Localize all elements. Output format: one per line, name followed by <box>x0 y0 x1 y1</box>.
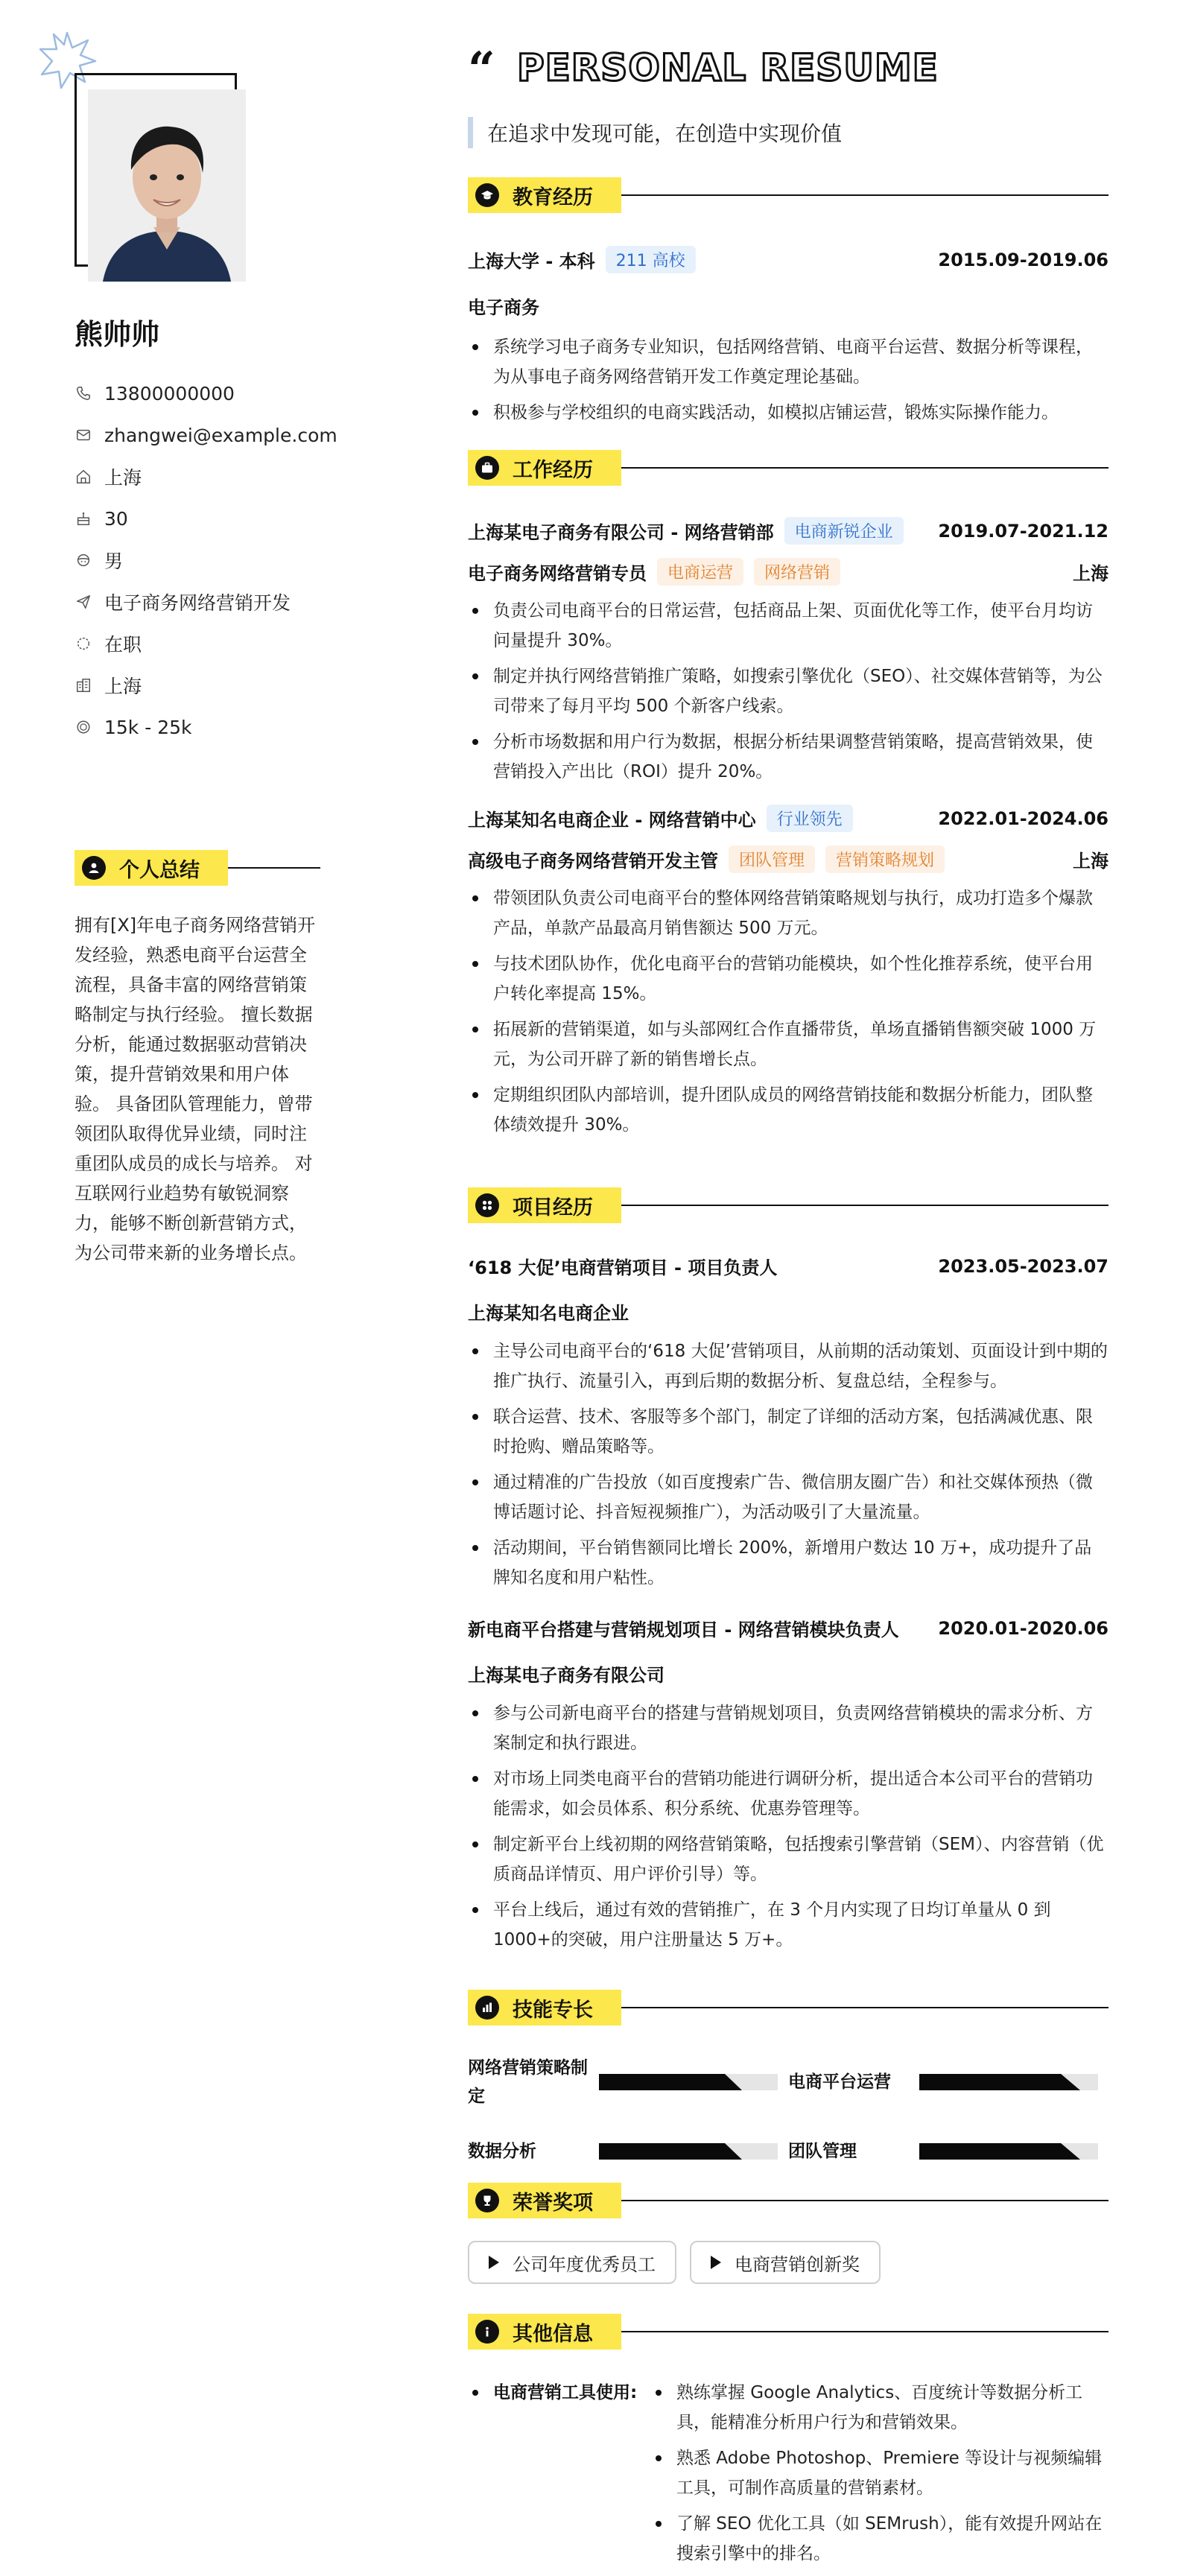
job-intent-value: 电子商务网络营销开发 <box>104 592 291 614</box>
job-date: 2019.07-2021.12 <box>938 520 1109 542</box>
work-heading <box>468 450 1109 486</box>
divider <box>621 1205 1109 1206</box>
status-icon <box>74 635 92 653</box>
city-value: 上海 <box>104 676 142 697</box>
other-label: 电商营销工具使用: <box>468 2378 651 2575</box>
job-role: 电子商务网络营销专员 <box>468 563 647 584</box>
projects-heading <box>468 1187 1109 1223</box>
divider <box>621 2007 1109 2008</box>
resume-title: PERSONAL RESUME <box>517 46 939 89</box>
job-bullets <box>468 883 1109 1140</box>
skill-bar-fill <box>599 2074 742 2090</box>
school-name: 上海大学 - 本科 <box>468 251 595 272</box>
job-date: 2022.01-2024.06 <box>938 808 1109 829</box>
skill-bar <box>599 2074 778 2090</box>
info-email <box>74 414 402 456</box>
job-city: 上海 <box>1073 851 1109 872</box>
education-title: 教育经历 <box>513 185 593 209</box>
info-icon <box>475 2320 499 2344</box>
info-city <box>74 664 402 706</box>
list-item: 制定并执行网络营销推广策略，如搜索引擎优化（SEO）、社交媒体营销等，为公司带来了每月平均 500 个新客户线索。 <box>468 662 1109 721</box>
project-date: 2023.05-2023.07 <box>938 1255 1109 1277</box>
job-skill-tag: 电商运营 <box>657 558 743 586</box>
list-item: 熟练掌握 Google Analytics、百度统计等数据分析工具，能精准分析用户行为和营销效果。 <box>651 2378 1109 2437</box>
job-role-row <box>468 846 1109 873</box>
awards-tab <box>468 2183 621 2218</box>
play-icon <box>489 2256 499 2269</box>
info-age <box>74 498 402 539</box>
work-title: 工作经历 <box>513 458 593 482</box>
projects-section <box>468 1187 1109 1961</box>
tagline-bar <box>468 117 473 148</box>
user-icon <box>82 856 106 880</box>
job-city: 上海 <box>1073 563 1109 584</box>
job-company-tag: 电商新锐企业 <box>784 517 904 545</box>
mail-icon <box>74 426 92 444</box>
list-item: 参与公司新电商平台的搭建与营销规划项目，负责网络营销模块的需求分析、方案制定和执行跟进。 <box>468 1698 1109 1758</box>
list-item: 带领团队负责公司电商平台的整体网络营销策略规划与执行，成功打造多个爆款产品，单款产品最高月销售额达 500 万元。 <box>468 883 1109 943</box>
job-skill-tag: 团队管理 <box>729 846 815 873</box>
job-bullets <box>468 596 1109 787</box>
education-bullets <box>468 332 1109 428</box>
info-salary <box>74 706 402 748</box>
education-section <box>468 177 1109 434</box>
job-company-tag: 行业领先 <box>767 805 853 832</box>
project-name: ‘618 大促’电商营销项目 - 项目负责人 <box>468 1257 778 1278</box>
info-gender <box>74 539 402 581</box>
projects-title: 项目经历 <box>513 1196 593 1219</box>
list-item: 通过精准的广告投放（如百度搜索广告、微信朋友圈广告）和社交媒体预热（微博话题讨论、抖音短视频推广），为活动吸引了大量流量。 <box>468 1468 1109 1527</box>
skills-tab <box>468 1990 621 2025</box>
job-skill-tag: 网络营销 <box>754 558 840 586</box>
gender-value: 男 <box>104 551 124 572</box>
awards-heading <box>468 2183 1109 2218</box>
trophy-icon <box>475 2189 499 2212</box>
education-date: 2015.09-2019.06 <box>938 249 1109 270</box>
award-item <box>690 2241 881 2284</box>
summary-title: 个人总结 <box>119 858 200 882</box>
job-company: 上海某知名电商企业 - 网络营销中心 <box>468 810 756 831</box>
avatar <box>88 89 246 282</box>
briefcase-icon <box>475 456 499 480</box>
divider <box>621 194 1109 196</box>
phone-value: 13800000000 <box>104 382 235 405</box>
projects-tab <box>468 1187 621 1223</box>
sidebar <box>0 0 447 2576</box>
profile-name: 熊帅帅 <box>74 318 160 351</box>
project-bullets <box>468 1336 1109 1593</box>
send-icon <box>74 593 92 611</box>
skills-section <box>468 1990 1109 2166</box>
cake-icon <box>74 510 92 527</box>
education-heading <box>468 177 1109 213</box>
summary-text: 拥有[X]年电子商务网络营销开发经验，熟悉电商平台运营全流程，具备丰富的网络营销策略制定与执行经验。 擅长数据分析，能通过数据驱动营销决策，提升营销效果和用户体验。 具备团队管理能力，曾带领团队取得优异业绩，同时注重团队成员的成长与培养。 对互联网行业趋势有敏锐洞察力，能够不断创新营销方式，为公司带来新的业务增长点。 <box>74 915 316 1263</box>
skill-bar-fill <box>919 2074 1080 2090</box>
job-skill-tag: 营销策略规划 <box>825 846 945 873</box>
list-item: 积极参与学校组织的电商实践活动，如模拟店铺运营，锻炼实际操作能力。 <box>468 398 1109 428</box>
list-item: 了解 SEO 优化工具（如 SEMrush），能有效提升网站在搜索引擎中的排名。 <box>651 2509 1109 2569</box>
grid-icon <box>475 1193 499 1217</box>
project-bullets <box>468 1698 1109 1955</box>
skill-bar-fill <box>599 2143 742 2160</box>
age-value: 30 <box>104 507 128 530</box>
list-item: 拓展新的营销渠道，如与头部网红合作直播带货，单场直播销售额突破 1000 万元，为公司开辟了新的销售增长点。 <box>468 1015 1109 1074</box>
summary-tab <box>74 850 228 886</box>
list-item: 主导公司电商平台的‘618 大促’营销项目，从前期的活动策划、页面设计到中期的推广执行、流量引入，再到后期的数据分析、复盘总结，全程参与。 <box>468 1336 1109 1396</box>
skill-bar <box>919 2143 1098 2160</box>
tagline: 在追求中发现可能，在创造中实现价值 <box>487 121 843 146</box>
bar-chart-icon <box>475 1996 499 2020</box>
salary-value: 15k - 25k <box>104 716 192 738</box>
info-status <box>74 623 402 664</box>
award-label: 电商营销创新奖 <box>735 2253 860 2275</box>
project-header <box>468 1615 1109 1641</box>
list-item: 平台上线后，通过有效的营销推广，在 3 个月内实现了日均订单量从 0 到 1000+的突破，用户注册量达 5 万+。 <box>468 1895 1109 1955</box>
divider <box>228 867 320 869</box>
project-org: 上海某电子商务有限公司 <box>468 1665 665 1686</box>
skill-item <box>468 2137 788 2166</box>
skill-item <box>788 2054 1109 2110</box>
list-item: 分析市场数据和用户行为数据，根据分析结果调整营销策略，提高营销效果，使营销投入产出比（ROI）提升 20%。 <box>468 727 1109 787</box>
project-name: 新电商平台搭建与营销规划项目 - 网络营销模块负责人 <box>468 1619 899 1640</box>
info-home <box>74 456 402 498</box>
skill-item <box>468 2054 788 2110</box>
status-value: 在职 <box>104 634 142 656</box>
list-item: 制定新平台上线初期的网络营销策略，包括搜索引擎营销（SEM）、内容营销（优质商品详情页、用户评价引导）等。 <box>468 1830 1109 1889</box>
list-item: 与技术团队协作，优化电商平台的营销功能模块，如个性化推荐系统，使平台用户转化率提高 15%。 <box>468 949 1109 1009</box>
info-phone <box>74 372 402 414</box>
skill-name: 团队管理 <box>788 2142 857 2161</box>
work-tab <box>468 450 621 486</box>
job-header <box>468 517 1109 545</box>
skill-name: 网络营销策略制定 <box>468 2058 588 2106</box>
major: 电子商务 <box>468 297 539 318</box>
skill-name: 数据分析 <box>468 2142 536 2161</box>
award-label: 公司年度优秀员工 <box>513 2253 656 2275</box>
skills-title: 技能专长 <box>513 1998 593 2022</box>
skill-item <box>788 2137 1109 2166</box>
list-item: 负责公司电商平台的日常运营，包括商品上架、页面优化等工作，使平台月均访问量提升 30%。 <box>468 596 1109 656</box>
award-item <box>468 2241 676 2284</box>
divider <box>621 2331 1109 2332</box>
city-icon <box>74 676 92 694</box>
project-org: 上海某知名电商企业 <box>468 1303 629 1324</box>
phone-icon <box>74 384 92 402</box>
project-header <box>468 1253 1109 1279</box>
skill-bar <box>599 2143 778 2160</box>
job-role: 高级电子商务网络营销开发主管 <box>468 851 718 872</box>
skill-bar-fill <box>919 2143 1080 2160</box>
other-title: 其他信息 <box>513 2322 593 2346</box>
email-value: zhangwei@example.com <box>104 424 337 446</box>
list-item: 联合运营、技术、客服等多个部门，制定了详细的活动方案，包括满减优惠、限时抢购、赠品策略等。 <box>468 1402 1109 1462</box>
other-content <box>468 2378 1109 2575</box>
skill-name: 电商平台运营 <box>788 2072 891 2092</box>
awards-title: 荣誉奖项 <box>513 2191 593 2215</box>
home-icon <box>74 468 92 486</box>
skill-bar <box>919 2074 1098 2090</box>
project-date: 2020.01-2020.06 <box>938 1617 1109 1639</box>
contact-info-list <box>74 372 402 748</box>
work-section <box>468 450 1109 1146</box>
job-company: 上海某电子商务有限公司 - 网络营销部 <box>468 522 774 543</box>
gender-icon <box>74 551 92 569</box>
list-item: 熟悉 Adobe Photoshop、Premiere 等设计与视频编辑工具，可制作高质量的营销素材。 <box>651 2443 1109 2503</box>
skills-heading <box>468 1990 1109 2025</box>
divider <box>621 467 1109 469</box>
salary-icon <box>74 718 92 736</box>
list-item: 活动期间，平台销售额同比增长 200%，新增用户数达 10 万+，成功提升了品牌知名度和用户粘性。 <box>468 1533 1109 1593</box>
skills-grid <box>468 2054 1109 2166</box>
summary-heading <box>74 850 320 886</box>
info-job-intent <box>74 581 402 623</box>
home-value: 上海 <box>104 467 142 489</box>
play-icon <box>711 2256 721 2269</box>
graduation-cap-icon <box>475 183 499 207</box>
other-heading <box>468 2314 1109 2350</box>
list-item: 系统学习电子商务专业知识，包括网络营销、电商平台运营、数据分析等课程，为从事电子商务网络营销开发工作奠定理论基础。 <box>468 332 1109 392</box>
other-tab <box>468 2314 621 2350</box>
job-header <box>468 805 1109 832</box>
quote-mark-icon: “ <box>468 42 495 98</box>
awards-list <box>468 2241 1109 2284</box>
education-row <box>468 246 1109 273</box>
awards-section <box>468 2183 1109 2284</box>
other-bullets <box>651 2378 1109 2575</box>
school-tag: 211 高校 <box>606 246 696 273</box>
other-section <box>468 2314 1109 2575</box>
divider <box>621 2200 1109 2201</box>
list-item: 定期组织团队内部培训，提升团队成员的网络营销技能和数据分析能力，团队整体绩效提升 30%。 <box>468 1080 1109 1140</box>
job-role-row <box>468 558 1109 586</box>
list-item: 对市场上同类电商平台的营销功能进行调研分析，提出适合本公司平台的营销功能需求，如会员体系、积分系统、优惠券管理等。 <box>468 1764 1109 1824</box>
education-tab <box>468 177 621 213</box>
